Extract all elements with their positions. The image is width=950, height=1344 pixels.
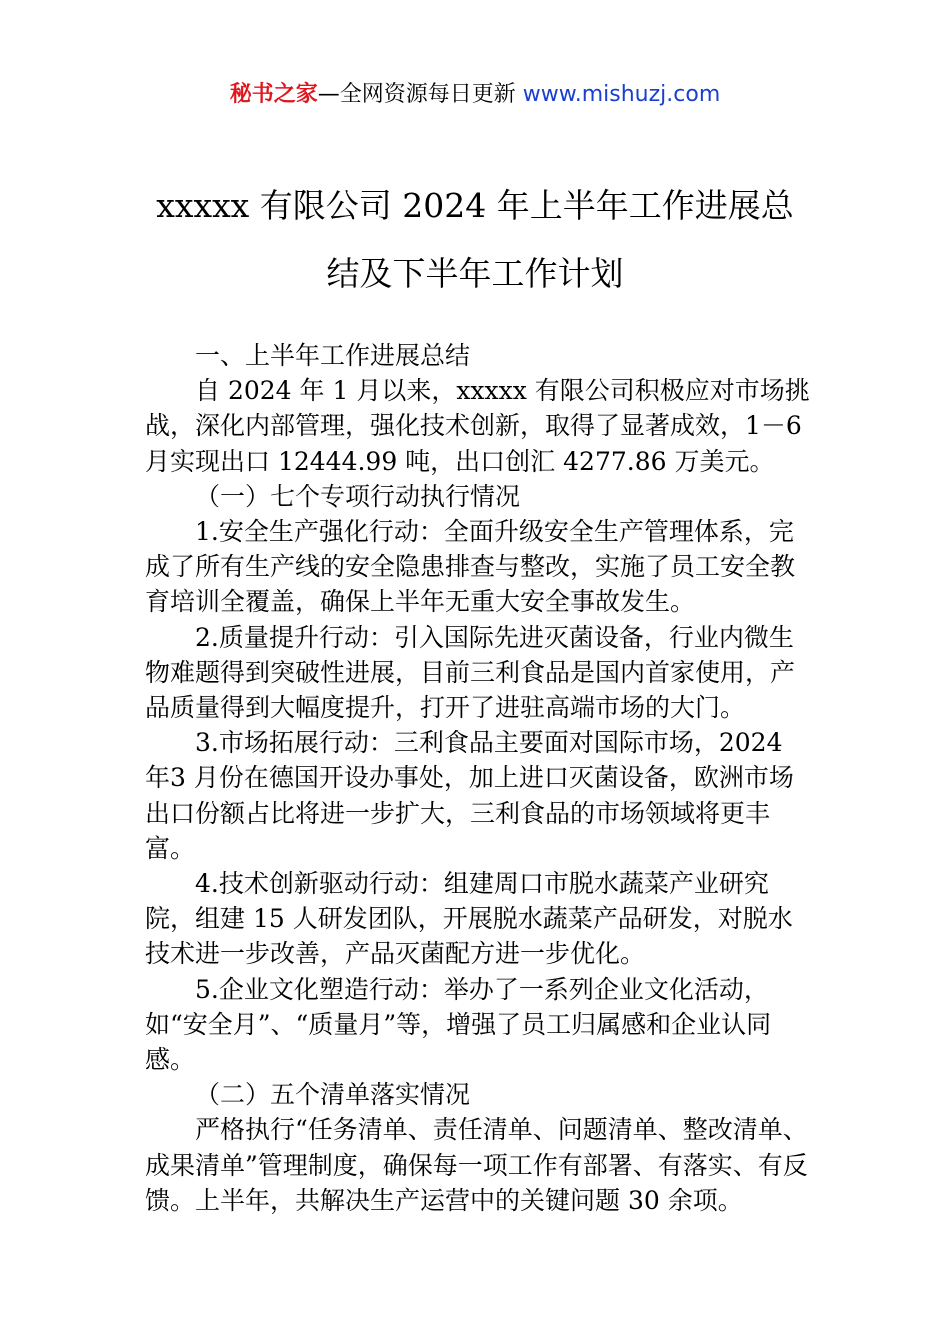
paragraph-item-3: 3.市场拓展行动：三利食品主要面对国际市场，2024 年3 月份在德国开设办事处，加上进口灭菌设备，欧洲市场出口份额占比将进一步扩大，三利食品的市场领域将更丰富。 <box>145 728 794 863</box>
site-url-link[interactable]: www.mishuzj.com <box>522 82 721 107</box>
section-heading-1: 一、上半年工作进展总结 <box>195 341 471 370</box>
subsection-heading-2: （二）五个清单落实情况 <box>195 1080 471 1110</box>
paragraph-item-1: 1.安全生产强化行动：全面升级安全生产管理体系，完成了所有生产线的安全隐患排查与整改，实施了员工安全教育培训全覆盖，确保上半年无重大安全事故发生。 <box>145 517 796 617</box>
header-tagline: —全网资源每日更新 <box>317 82 523 107</box>
title-line-2: 结及下半年工作计划 <box>326 254 624 293</box>
paragraph-checklists: 严格执行“任务清单、责任清单、问题清单、整改清单、成果清单”管理制度，确保每一项工作有部署、有落实、有反馈。上半年，共解决生产运营中的关键问题 30 余项。 <box>145 1115 808 1215</box>
paragraph-item-4: 4.技术创新驱动行动：组建周口市脱水蔬菜产业研究院，组建 15 人研发团队，开展脱水蔬菜产品研发，对脱水技术进一步改善，产品灭菌配方进一步优化。 <box>145 869 793 969</box>
paragraph-item-2: 2.质量提升行动：引入国际先进灭菌设备，行业内微生物难题得到突破性进展，目前三利食品是国内首家使用，产品质量得到大幅度提升，打开了进驻高端市场的大门。 <box>145 622 796 723</box>
brand-name: 秘书之家 <box>229 82 318 107</box>
title-line-1: xxxxx 有限公司 2024 年上半年工作进展总 <box>156 186 794 225</box>
document-title <box>60 172 890 308</box>
site-header <box>0 78 950 112</box>
paragraph-overview: 自 2024 年 1 月以来，xxxxx 有限公司积极应对市场挑战，深化内部管理，强化技术创新，取得了显著成效，1－6月实现出口 12444.99 吨，出口创汇 4277.86 万美元。 <box>145 376 810 476</box>
paragraph-item-5: 5.企业文化塑造行动：举办了一系列企业文化活动，如“安全月”、“质量月”等，增强了员工归属感和企业认同感。 <box>145 974 772 1075</box>
document-body <box>145 338 813 1218</box>
subsection-heading-1: （一）七个专项行动执行情况 <box>195 481 521 511</box>
